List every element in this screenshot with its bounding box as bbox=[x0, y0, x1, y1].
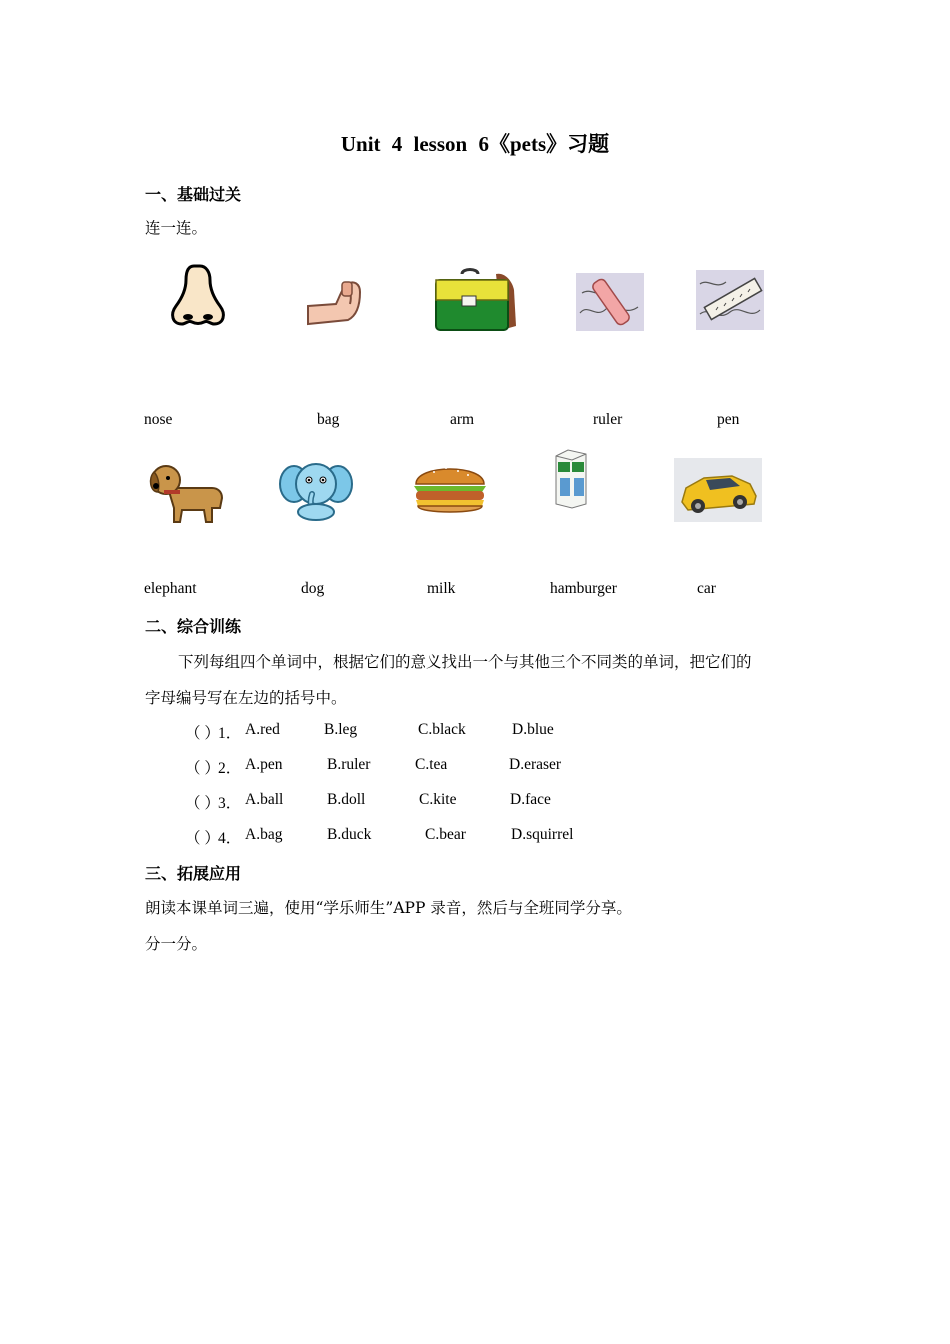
question-number: 4． bbox=[218, 830, 242, 847]
nose-icon bbox=[166, 262, 230, 328]
option-c: C.black bbox=[418, 721, 466, 738]
option-c: C.tea bbox=[415, 756, 448, 773]
answer-blank[interactable]: （ ） bbox=[185, 795, 220, 812]
pen-icon bbox=[576, 273, 644, 331]
word-label: nose bbox=[144, 411, 173, 428]
section3-line1: 朗读本课单词三遍，使用“学乐师生”APP 录音，然后与全班同学分享。 bbox=[145, 899, 632, 917]
option-a: A.pen bbox=[245, 756, 283, 773]
word-label: car bbox=[697, 580, 716, 597]
word-label: ruler bbox=[593, 411, 623, 428]
option-d: D.eraser bbox=[509, 756, 562, 773]
question-number: 2． bbox=[218, 760, 242, 777]
section1-instruction: 连一连。 bbox=[145, 219, 208, 237]
section1-heading: 一、基础过关 bbox=[145, 185, 242, 204]
section2-instruction-cont: 字母编号写在左边的括号中。 bbox=[145, 689, 347, 707]
word-label: bag bbox=[317, 411, 340, 428]
car-icon bbox=[674, 458, 762, 522]
word-label: pen bbox=[717, 411, 740, 428]
arm-icon bbox=[302, 276, 366, 330]
option-d: D.squirrel bbox=[511, 826, 574, 843]
option-b: B.doll bbox=[327, 791, 366, 808]
section3-heading: 三、拓展应用 bbox=[145, 864, 242, 883]
option-a: A.bag bbox=[245, 826, 283, 843]
option-b: B.duck bbox=[327, 826, 372, 843]
option-b: B.leg bbox=[324, 721, 358, 738]
option-b: B.ruler bbox=[327, 756, 371, 773]
option-c: C.kite bbox=[419, 791, 457, 808]
section2-heading: 二、综合训练 bbox=[145, 617, 242, 636]
hamburger-icon bbox=[410, 456, 490, 520]
option-a: A.ball bbox=[245, 791, 284, 808]
elephant-icon bbox=[278, 456, 354, 522]
section3-line2: 分一分。 bbox=[145, 935, 208, 953]
option-d: D.blue bbox=[512, 721, 554, 738]
milk-icon bbox=[550, 448, 592, 510]
page-title: Unit 4 lesson 6《pets》习题 bbox=[340, 132, 610, 156]
word-label: milk bbox=[427, 580, 456, 597]
ruler-icon bbox=[696, 270, 764, 330]
bag-icon bbox=[432, 266, 520, 334]
word-label: dog bbox=[301, 580, 325, 597]
section2-instruction: 下列每组四个单词中，根据它们的意义找出一个与其他三个不同类的单词，把它们的 bbox=[178, 653, 752, 671]
answer-blank[interactable]: （ ） bbox=[185, 830, 220, 847]
option-a: A.red bbox=[245, 721, 280, 738]
word-label: elephant bbox=[144, 580, 197, 597]
option-d: D.face bbox=[510, 791, 551, 808]
question-number: 3． bbox=[218, 795, 242, 812]
answer-blank[interactable]: （ ） bbox=[185, 760, 220, 777]
question-number: 1． bbox=[218, 725, 242, 742]
word-label: arm bbox=[450, 411, 475, 428]
option-c: C.bear bbox=[425, 826, 466, 843]
dog-icon bbox=[146, 458, 226, 524]
answer-blank[interactable]: （ ） bbox=[185, 725, 220, 742]
word-label: hamburger bbox=[550, 580, 617, 597]
